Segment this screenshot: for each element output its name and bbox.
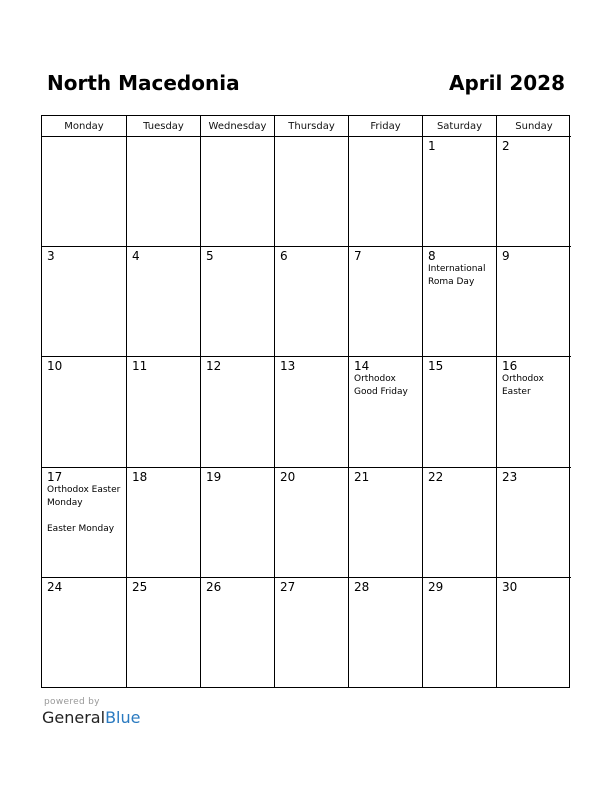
day-cell-16 xyxy=(497,357,571,468)
day-cell xyxy=(201,137,275,247)
day-cell-15 xyxy=(423,357,497,468)
day-cell-19 xyxy=(201,468,275,578)
weekday-header-monday: Monday xyxy=(42,116,127,137)
holiday-label: Orthodox Good Friday xyxy=(354,374,408,397)
day-number: 19 xyxy=(206,470,222,484)
weekday-header-tuesday: Tuesday xyxy=(127,116,201,137)
day-cell-7 xyxy=(349,247,423,357)
day-cell-30 xyxy=(497,578,571,687)
day-number: 4 xyxy=(132,249,140,263)
day-number: 15 xyxy=(428,359,444,373)
day-cell-26 xyxy=(201,578,275,687)
month-title: April 2028 xyxy=(449,71,565,95)
day-cell xyxy=(127,137,201,247)
day-number: 25 xyxy=(132,580,148,594)
day-cell-12 xyxy=(201,357,275,468)
day-number: 9 xyxy=(502,249,510,263)
day-number: 11 xyxy=(132,359,148,373)
day-cell-22 xyxy=(423,468,497,578)
day-number: 20 xyxy=(280,470,296,484)
day-cell-11 xyxy=(127,357,201,468)
day-cell-20 xyxy=(275,468,349,578)
day-cell-8 xyxy=(423,247,497,357)
day-cell-28 xyxy=(349,578,423,687)
weekday-header-thursday: Thursday xyxy=(275,116,349,137)
day-number: 26 xyxy=(206,580,222,594)
day-number: 13 xyxy=(280,359,296,373)
day-number: 30 xyxy=(502,580,518,594)
weekday-header-sunday: Sunday xyxy=(497,116,571,137)
day-cell-6 xyxy=(275,247,349,357)
day-number: 16 xyxy=(502,359,518,373)
day-number: 3 xyxy=(47,249,55,263)
day-cell-24 xyxy=(42,578,127,687)
holiday-label: Orthodox Easter Monday xyxy=(47,485,121,508)
generalblue-logo[interactable] xyxy=(42,708,140,727)
day-cell-23 xyxy=(497,468,571,578)
day-cell-5 xyxy=(201,247,275,357)
day-cell-10 xyxy=(42,357,127,468)
day-cell-3 xyxy=(42,247,127,357)
country-title: North Macedonia xyxy=(47,71,240,95)
day-number: 18 xyxy=(132,470,148,484)
day-cell-9 xyxy=(497,247,571,357)
day-number: 12 xyxy=(206,359,222,373)
day-cell-1 xyxy=(423,137,497,247)
brand-general-text: General xyxy=(42,708,106,727)
day-number: 10 xyxy=(47,359,63,373)
day-number: 14 xyxy=(354,359,370,373)
day-number: 28 xyxy=(354,580,370,594)
day-number: 8 xyxy=(428,249,436,263)
day-number: 5 xyxy=(206,249,214,263)
day-number: 2 xyxy=(502,139,510,153)
day-cell xyxy=(275,137,349,247)
day-number: 1 xyxy=(428,139,436,153)
day-number: 29 xyxy=(428,580,444,594)
day-cell xyxy=(349,137,423,247)
day-cell-27 xyxy=(275,578,349,687)
day-cell-29 xyxy=(423,578,497,687)
day-cell-14 xyxy=(349,357,423,468)
day-cell-13 xyxy=(275,357,349,468)
day-cell-21 xyxy=(349,468,423,578)
day-number: 7 xyxy=(354,249,362,263)
day-cell-4 xyxy=(127,247,201,357)
weekday-header-wednesday: Wednesday xyxy=(201,116,275,137)
weekday-header-friday: Friday xyxy=(349,116,423,137)
day-number: 22 xyxy=(428,470,444,484)
weekday-header-saturday: Saturday xyxy=(423,116,497,137)
day-number: 21 xyxy=(354,470,370,484)
day-number: 23 xyxy=(502,470,518,484)
holiday-label: Orthodox Easter xyxy=(502,374,544,397)
day-cell-18 xyxy=(127,468,201,578)
day-cell-17 xyxy=(42,468,127,578)
holiday-label: International Roma Day xyxy=(428,264,486,287)
day-number: 24 xyxy=(47,580,63,594)
day-cell-2 xyxy=(497,137,571,247)
day-number: 6 xyxy=(280,249,288,263)
brand-blue-text: Blue xyxy=(105,708,141,727)
powered-by-label: powered by xyxy=(44,697,100,707)
day-cell xyxy=(42,137,127,247)
holiday-label: Easter Monday xyxy=(47,524,115,534)
day-number: 27 xyxy=(280,580,296,594)
calendar-grid xyxy=(41,115,570,688)
day-cell-25 xyxy=(127,578,201,687)
day-number: 17 xyxy=(47,470,63,484)
